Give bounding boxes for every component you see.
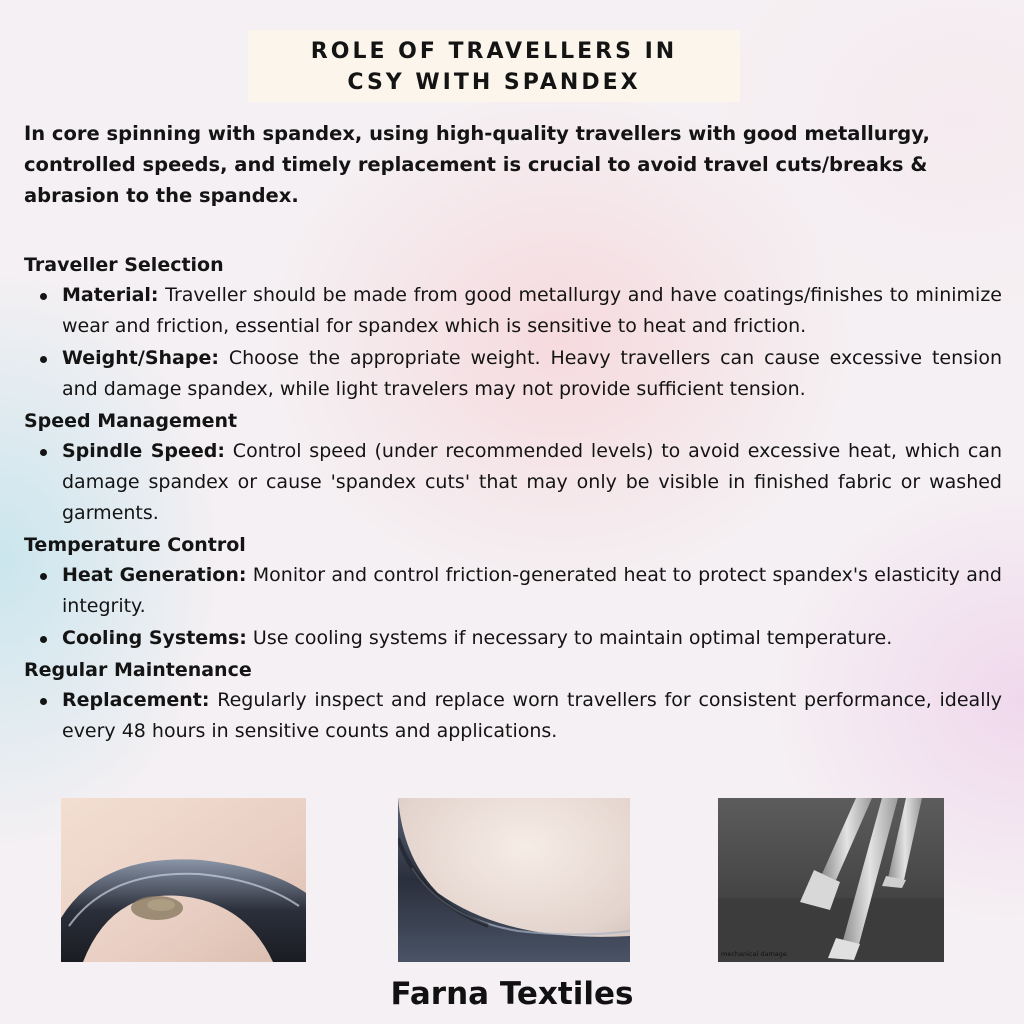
item-label: Heat Generation: [62,564,247,586]
item-label: Replacement: [62,689,210,711]
list-item-material [62,280,1002,342]
list-regular-maintenance [24,685,1002,747]
list-temperature-control [24,560,1002,654]
item-label: Cooling Systems: [62,627,247,649]
item-label: Material: [62,284,159,306]
section-heading-regular-maintenance: Regular Maintenance [24,659,252,681]
item-text: Control speed (under recommended levels) to avoid excessive heat, which can damage spandex or cause 'spandex cuts' that may only be visible in finished fabric or washed garments. [62,440,1002,524]
image-caption: mechanical damage [721,950,787,958]
brand-name: Farna Textiles [390,976,634,1012]
item-label: Spindle Speed: [62,440,225,462]
section-heading-traveller-selection: Traveller Selection [24,254,224,276]
traveller-photo-2 [398,798,630,962]
list-item-replacement [62,685,1002,747]
section-heading-speed-management: Speed Management [24,410,238,432]
item-label: Weight/Shape: [62,347,219,369]
list-speed-management [24,436,1002,529]
title-line-1: ROLE OF TRAVELLERS IN [310,39,678,64]
item-text: Regularly inspect and replace worn travellers for consistent performance, ideally every 48 hours in sensitive counts and applications. [62,689,1002,742]
content-sections [24,250,1002,748]
traveller-photo-3 [718,798,944,962]
title-banner [248,30,740,102]
section-heading-temperature-control: Temperature Control [24,534,246,556]
intro-paragraph: In core spinning with spandex, using high-quality travellers with good metallurgy, controlled speeds, and timely replacement is crucial to avoid travel cuts/breaks & abrasion to the spandex. [24,122,930,207]
list-item-spindle-speed [62,436,1002,529]
title-line-2: CSY WITH SPANDEX [347,70,641,95]
list-item-heat-generation [62,560,1002,622]
list-traveller-selection [24,280,1002,405]
list-item-cooling-systems [62,623,1002,654]
item-text: Monitor and control friction-generated heat to protect spandex's elasticity and integrity. [62,564,1002,617]
item-text: Traveller should be made from good metallurgy and have coatings/finishes to minimize wear and friction, essential for spandex which is sensitive to heat and friction. [62,284,1002,337]
item-text: Use cooling systems if necessary to maintain optimal temperature. [246,627,893,649]
traveller-photo-1 [61,798,306,962]
list-item-weight-shape [62,343,1002,405]
item-text: Choose the appropriate weight. Heavy travellers can cause excessive tension and damage spandex, while light travelers may not provide sufficient tension. [62,347,1002,400]
